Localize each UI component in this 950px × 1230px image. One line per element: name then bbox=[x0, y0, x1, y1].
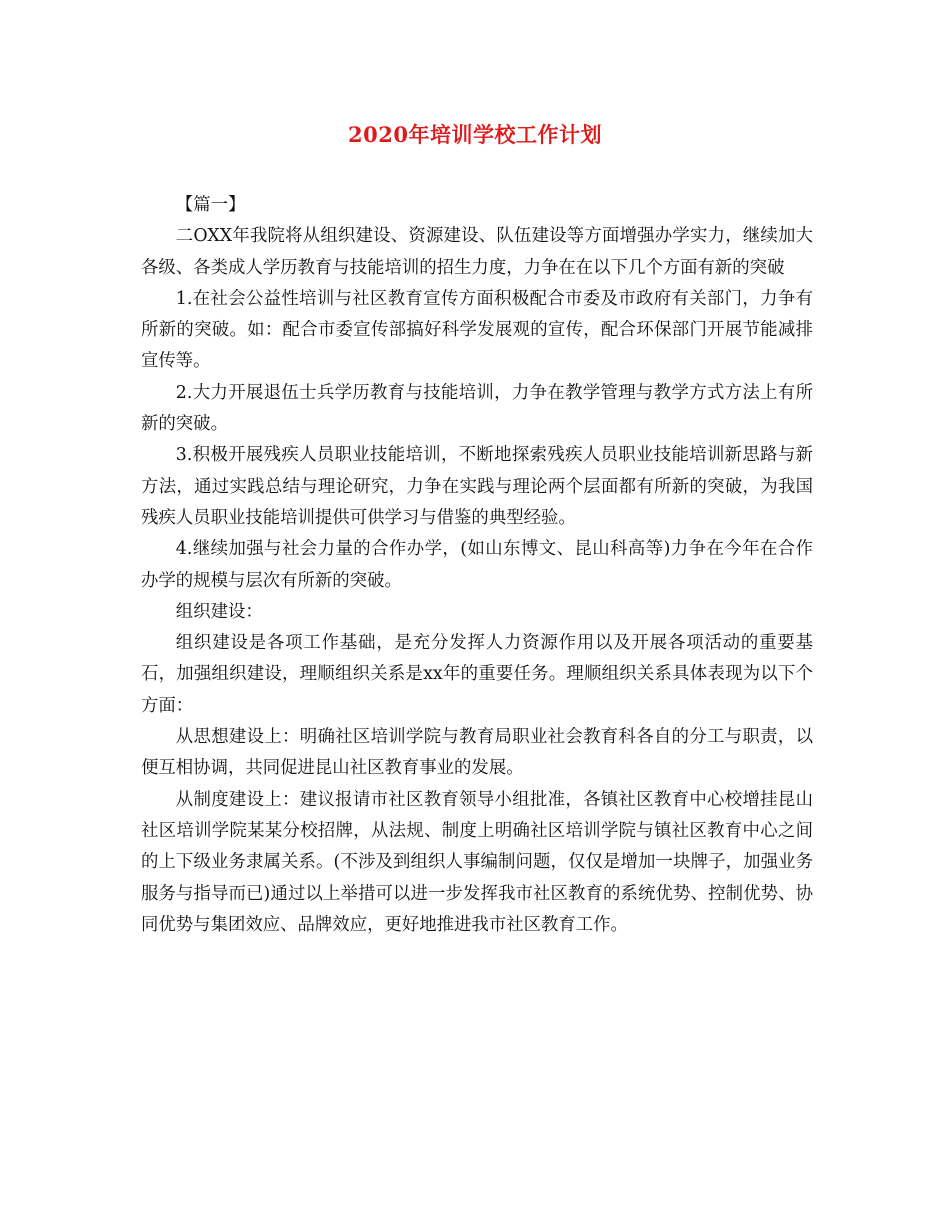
list-item-4: 4.继续加强与社会力量的合作办学，(如山东博文、昆山科高等)力争在今年在合作办学的规模与层次有所新的突破。 bbox=[141, 539, 813, 591]
section-heading-part-one: 【篇一】 bbox=[175, 195, 246, 215]
organization-paragraph: 组织建设是各项工作基础，是充分发挥人力资源作用以及开展各项活动的重要基石，加强组织建设，理顺组织关系是xx年的重要任务。理顺组织关系具体表现为以下个方面： bbox=[141, 633, 813, 716]
intro-paragraph: 二OXX年我院将从组织建设、资源建设、队伍建设等方面增强办学实力，继续加大各级、各类成人学历教育与技能培训的招生力度，力争在在以下几个方面有新的突破 bbox=[141, 226, 813, 278]
document-body bbox=[141, 190, 813, 941]
subheading-organization: 组织建设： bbox=[175, 601, 263, 622]
system-paragraph: 从制度建设上：建议报请市社区教育领导小组批准，各镇社区教育中心校增挂昆山社区培训学院某某分校招牌，从法规、制度上明确社区培训学院与镇社区教育中心之间的上下级业务隶属关系。(不涉及到组织人事编制问题，仅仅是增加一块牌子，加强业务服务与指导而已)通过以上举措可以进一步发挥我市社区教育的系统优势、控制优势、协同优势与集团效应、品牌效应，更好地推进我市社区教育工作。 bbox=[141, 789, 813, 935]
list-item-3: 3.积极开展残疾人员职业技能培训，不断地探索残疾人员职业技能培训新思路与新方法，通过实践总结与理论研究，力争在实践与理论两个层面都有所新的突破，为我国残疾人员职业技能培训提供可供学习与借鉴的典型经验。 bbox=[141, 445, 813, 528]
list-item-1: 1.在社会公益性培训与社区教育宣传方面积极配合市委及市政府有关部门，力争有所新的突破。如：配合市委宣传部搞好科学发展观的宣传，配合环保部门开展节能减排宣传等。 bbox=[141, 288, 813, 372]
list-item-2: 2.大力开展退伍士兵学历教育与技能培训，力争在教学管理与教学方式方法上有所新的突破。 bbox=[141, 382, 813, 435]
document-title: 2020年培训学校工作计划 bbox=[348, 122, 602, 147]
ideology-paragraph: 从思想建设上：明确社区培训学院与教育局职业社会教育科各自的分工与职责，以便互相协调，共同促进昆山社区教育事业的发展。 bbox=[141, 727, 813, 779]
